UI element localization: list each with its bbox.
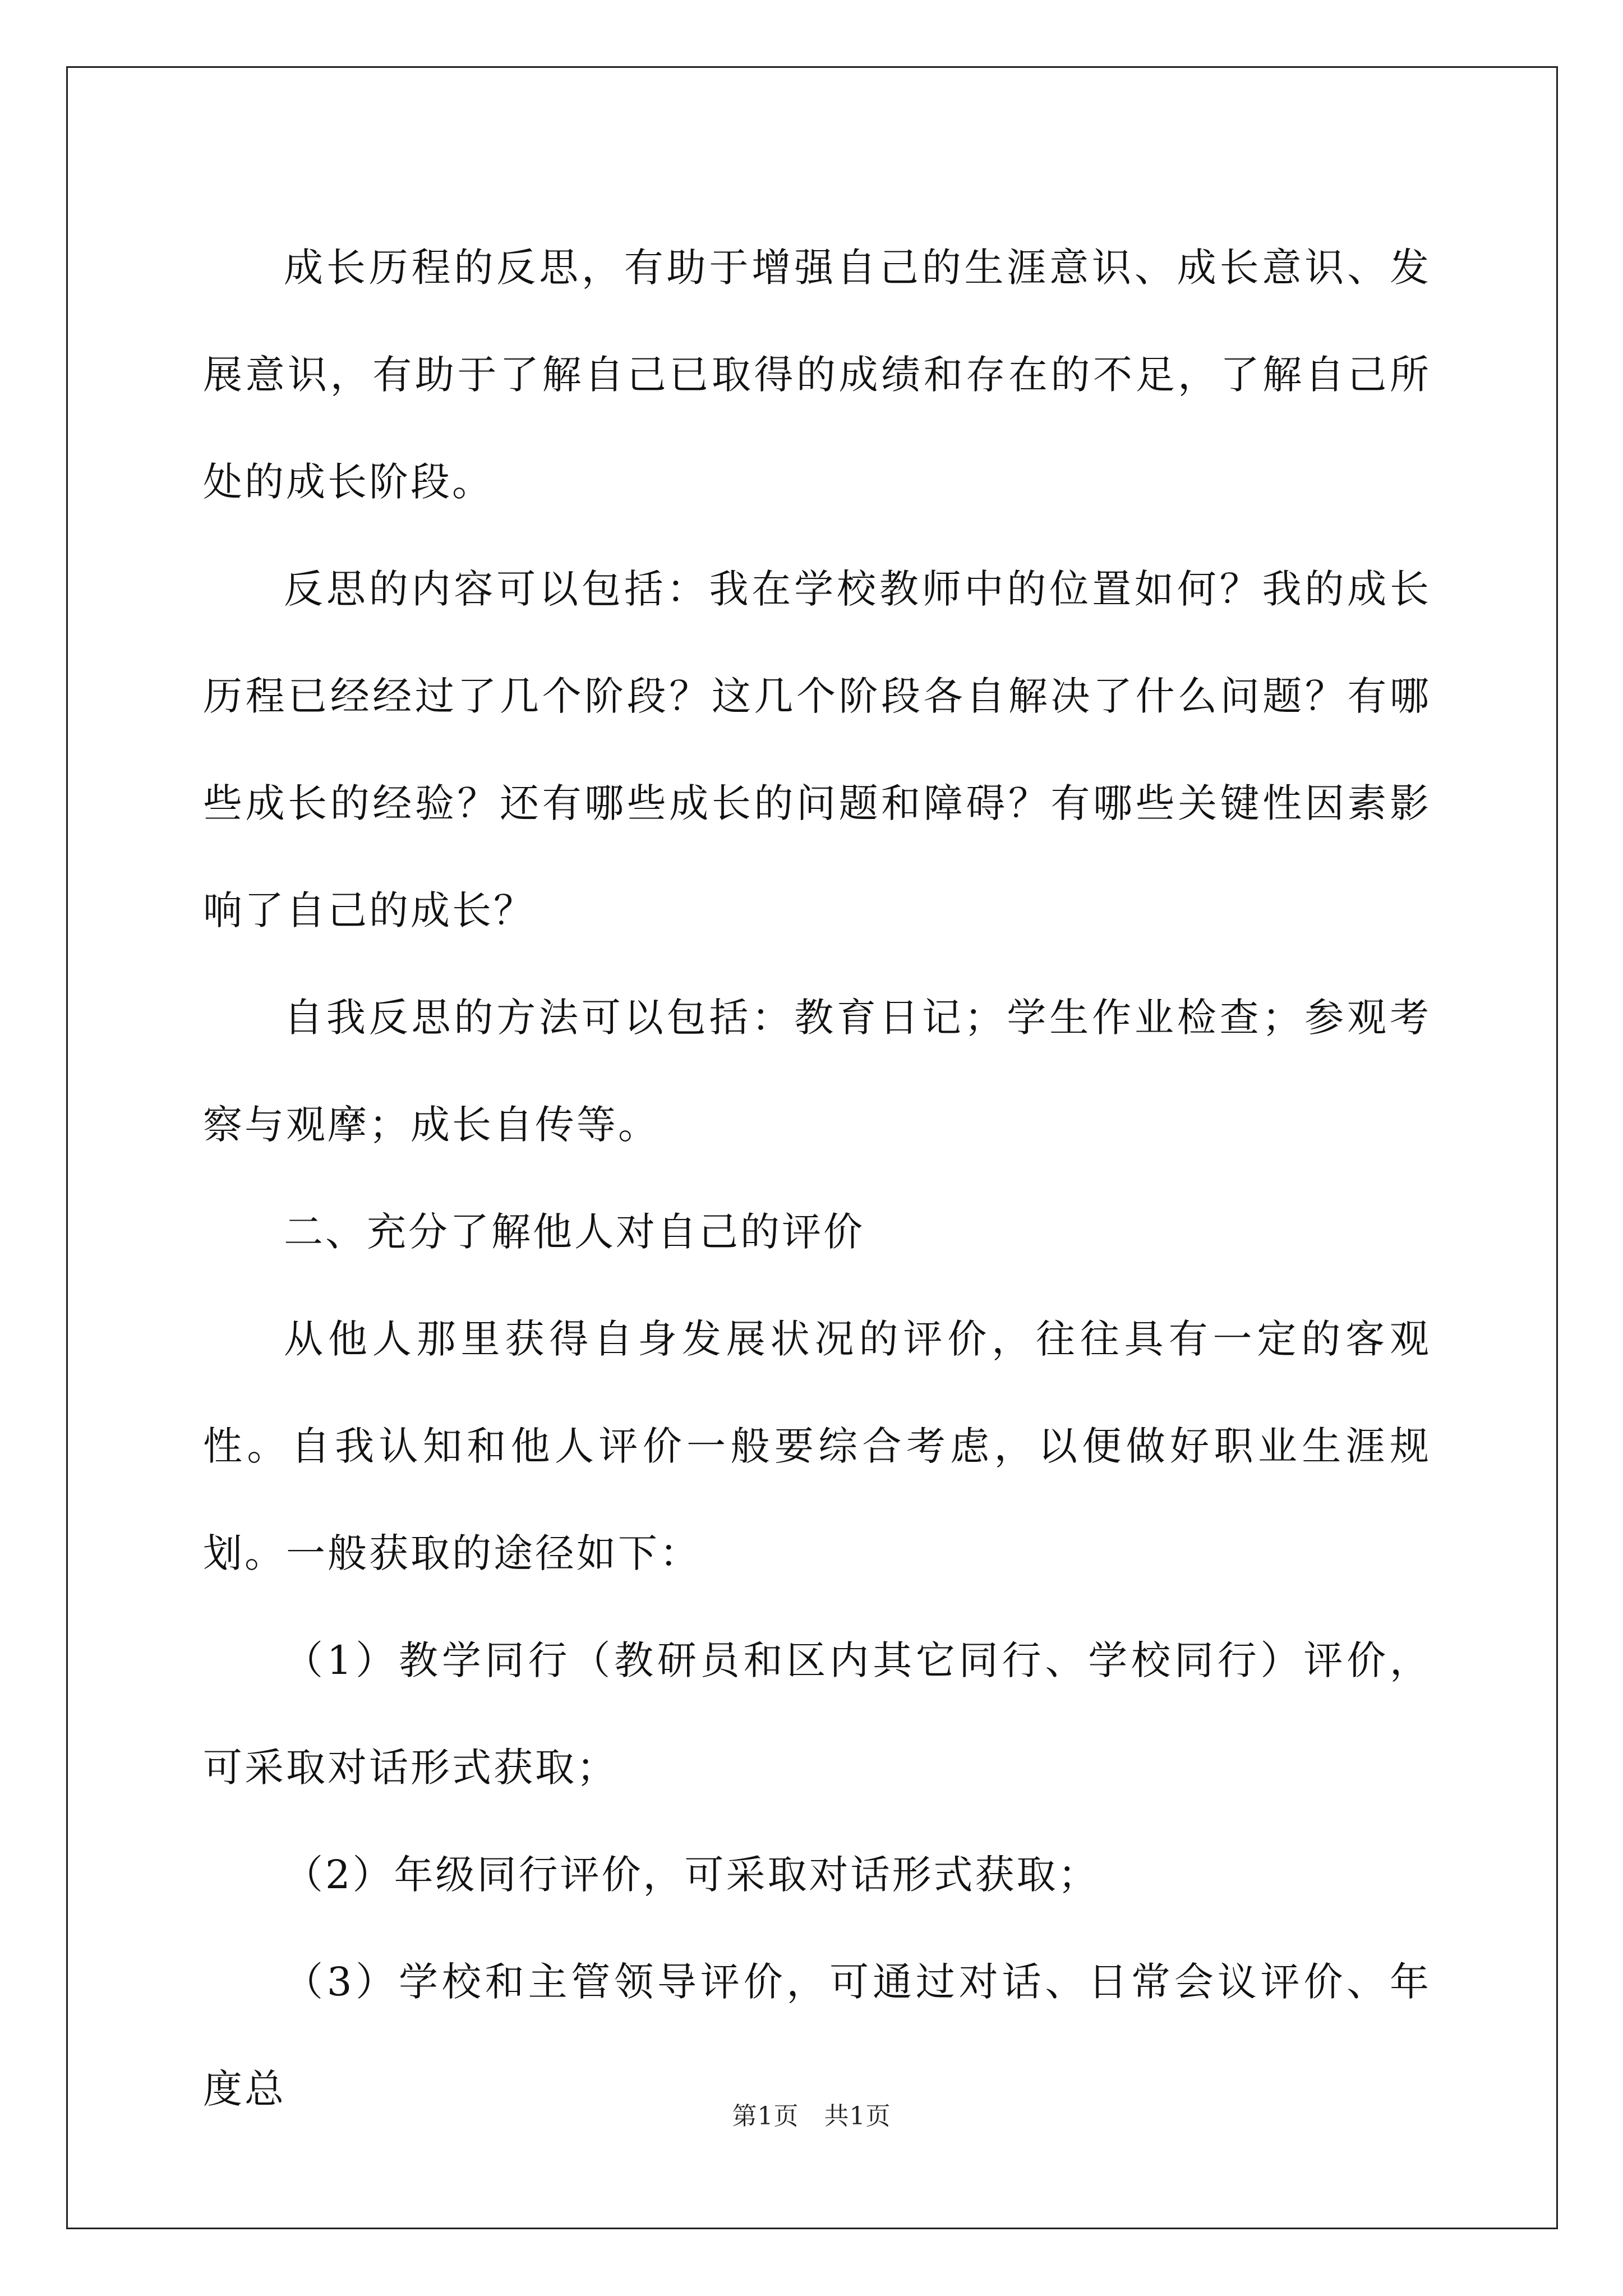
paragraph-reflection-methods: 自我反思的方法可以包括：教育日记；学生作业检查；参观考察与观摩；成长自传等。	[203, 995, 1431, 1148]
paragraph-reflection-content: 反思的内容可以包括：我在学校教师中的位置如何？我的成长历程已经经过了几个阶段？这几个阶段各自解决了什么问题？有哪些成长的经验？还有哪些成长的问题和障碍？有哪些关键性因素影响了自己的成长？	[203, 566, 1431, 933]
document-body	[203, 214, 1431, 2143]
paragraph-others-evaluation: 从他人那里获得自身发展状况的评价，往往具有一定的客观性。自我认知和他人评价一般要综合考虑，以便做好职业生涯规划。一般获取的途径如下：	[203, 1316, 1431, 1576]
page-number: 第1页	[732, 2102, 799, 2131]
paragraph-growth-reflection: 成长历程的反思，有助于增强自己的生涯意识、成长意识、发展意识，有助于了解自己已取得的成绩和存在的不足，了解自己所处的成长阶段。	[203, 245, 1431, 505]
list-item-3: （3）学校和主管领导评价，可通过对话、日常会议评价、年度总	[203, 1959, 1431, 2112]
list-item-1: （1）教学同行（教研员和区内其它同行、学校同行）评价，可采取对话形式获取；	[203, 1637, 1431, 1791]
section-heading: 二、充分了解他人对自己的评价	[284, 1209, 865, 1255]
list-item-2: （2）年级同行评价，可采取对话形式获取；	[284, 1852, 1100, 1898]
page-footer	[0, 2096, 1623, 2132]
page-total: 共1页	[824, 2102, 891, 2131]
